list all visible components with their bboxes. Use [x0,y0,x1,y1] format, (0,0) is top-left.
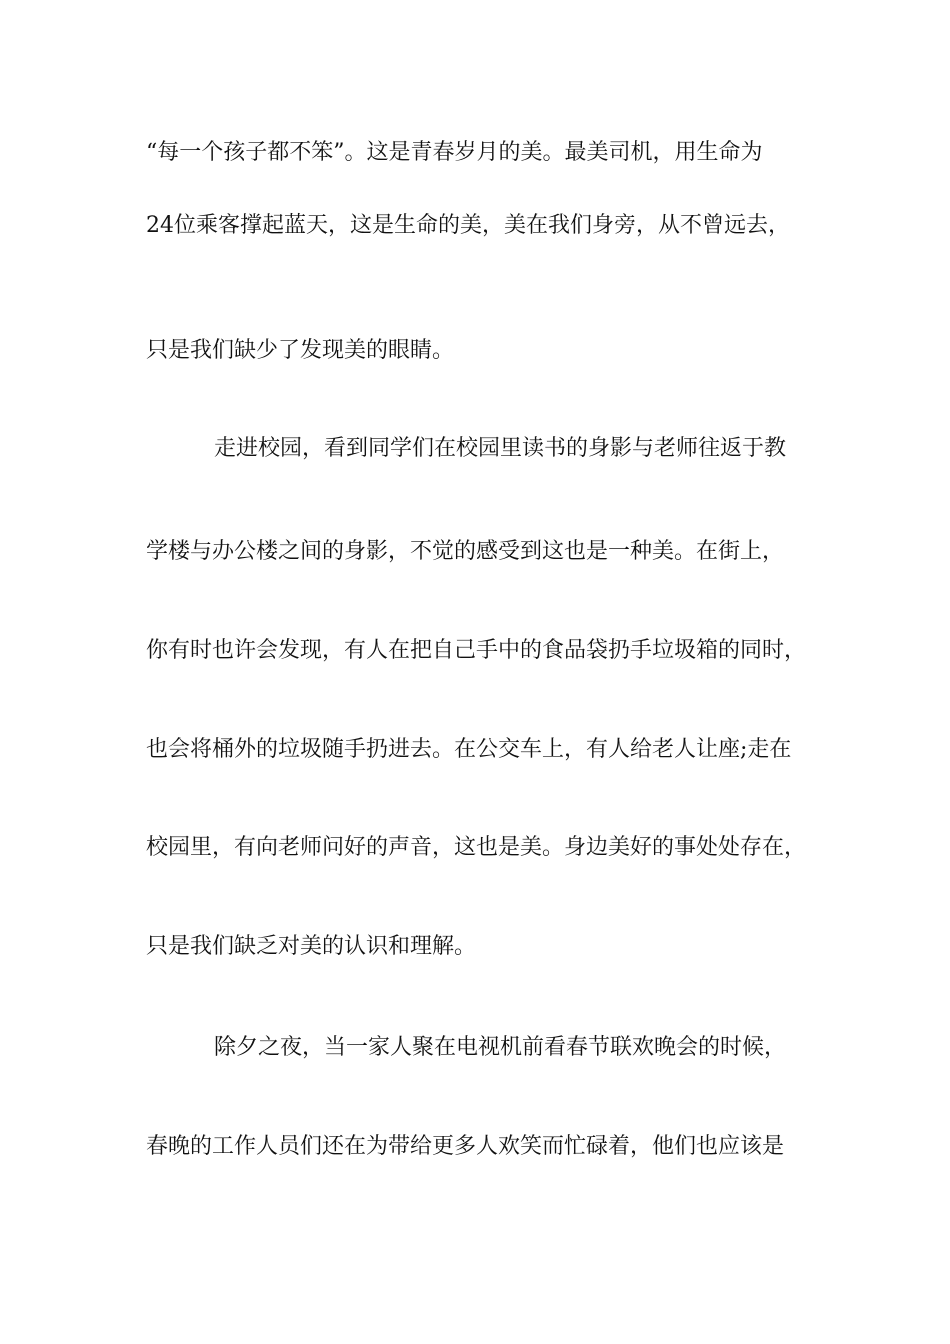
text-line: 只是我们缺少了发现美的眼睛。 [146,338,455,363]
paragraph-first-line: 除夕之夜，当一家人聚在电视机前看春节联欢晚会的时候， [214,1035,787,1060]
text-line: 你有时也许会发现，有人在把自己手中的食品袋扔手垃圾箱的同时， [146,638,807,663]
text-line: 校园里，有向老师问好的声音，这也是美。身边美好的事处处存在， [146,835,807,860]
text-line: “每一个孩子都不笨”。这是青春岁月的美。最美司机，用生命为 [146,140,763,165]
text-line: 只是我们缺乏对美的认识和理解。 [146,934,477,959]
text-line: 也会将桶外的垃圾随手扔进去。在公交车上，有人给老人让座;走在 [146,737,792,762]
paragraph-first-line: 走进校园，看到同学们在校园里读书的身影与老师往返于教 [214,436,787,461]
text-line: 24位乘客撑起蓝天，这是生命的美，美在我们身旁，从不曾远去， [146,213,790,238]
text-line: 学楼与办公楼之间的身影，不觉的感受到这也是一种美。在街上， [146,539,785,564]
text-line: 春晚的工作人员们还在为带给更多人欢笑而忙碌着，他们也应该是 [146,1134,785,1159]
